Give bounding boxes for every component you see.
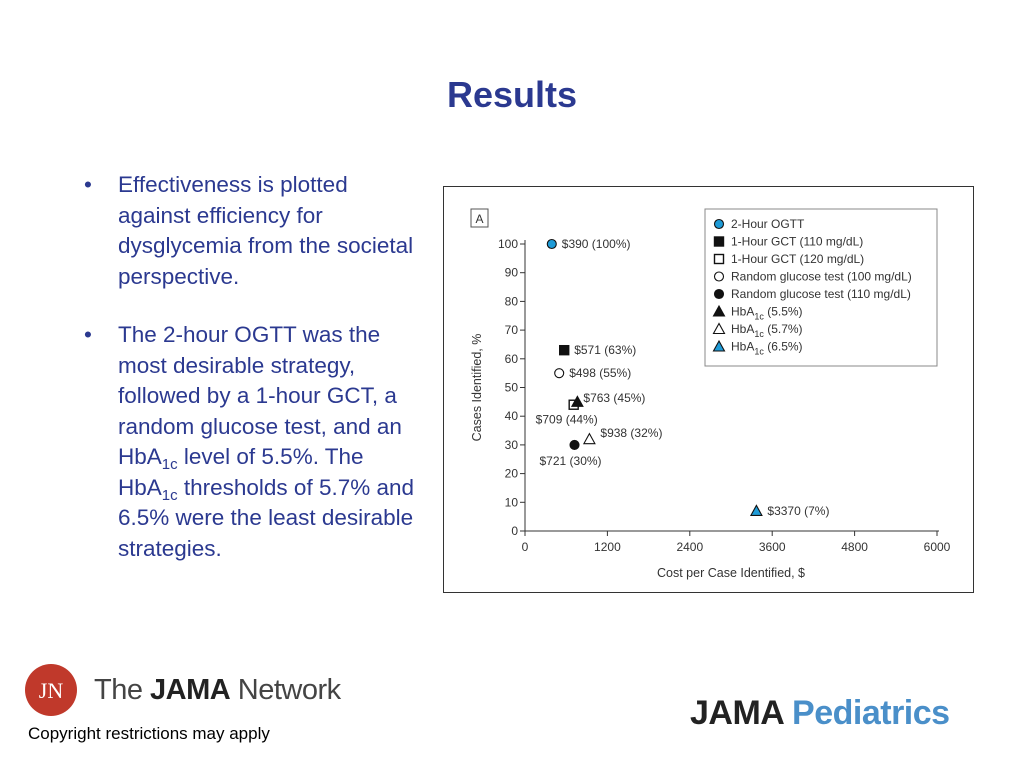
y-tick-label: 100 (497, 237, 518, 251)
network-suffix: Network (230, 674, 341, 706)
bullet-item-1 (80, 170, 425, 292)
legend-entry: Random glucose test (100 mg/dL) (731, 269, 912, 284)
data-label: $498 (55%) (569, 366, 632, 381)
bullet-item-2 (80, 320, 425, 564)
data-point (751, 505, 762, 515)
y-tick-label: 50 (504, 380, 518, 395)
journal-pediatrics: Pediatrics (792, 694, 950, 732)
bullet-2-text-c: thresholds of 5.7% and 6.5% were the least desirable strategies. (118, 474, 415, 561)
y-tick-label: 80 (504, 294, 518, 309)
legend-entry: 1-Hour GCT (110 mg/dL) (731, 234, 864, 249)
data-label: $571 (63%) (574, 343, 637, 358)
bullet-2-text-b: level of 5.5%. The HbA (118, 444, 364, 500)
data-label: $3370 (7%) (767, 503, 830, 518)
y-tick-label: 10 (504, 495, 518, 510)
x-axis-label: Cost per Case Identified, $ (657, 566, 805, 580)
data-label: $938 (32%) (600, 426, 663, 441)
panel-label: A (475, 212, 484, 226)
y-tick-label: 20 (504, 466, 518, 481)
network-prefix: The (94, 674, 151, 706)
x-tick-label: 3600 (758, 540, 786, 554)
data-point (570, 440, 579, 449)
data-point (547, 240, 556, 249)
y-tick-label: 40 (504, 409, 518, 424)
y-tick-label: 0 (511, 524, 518, 538)
y-tick-label: 90 (504, 265, 518, 280)
data-label: $721 (30%) (539, 453, 602, 468)
journal-jama: JAMA (690, 694, 793, 732)
jama-network-logo-icon (25, 664, 83, 716)
data-label: $390 (100%) (561, 237, 631, 251)
legend-marker (715, 255, 724, 264)
data-label: $709 (44%) (535, 412, 598, 427)
x-tick-label: 4800 (841, 540, 868, 554)
legend-entry: HbA$_{1c}$ (5.5%) (731, 304, 803, 322)
svg-text:JN: JN (38, 678, 64, 703)
legend-entry: Random glucose test (110 mg/dL) (731, 287, 911, 301)
scatter-chart (444, 187, 973, 592)
hba1c-subscript: 1c (161, 486, 178, 504)
bullet-2-text-a: The 2-hour OGTT was the most desirable strategy, followed by a 1-hour GCT, a random glucose test, and an HbA (118, 322, 402, 469)
legend-entry: HbA$_{1c}$ (6.5%) (731, 339, 803, 357)
copyright-notice: Copyright restrictions may apply (28, 724, 270, 743)
legend-entry: 2-Hour OGTT (731, 217, 805, 231)
chart-frame (443, 186, 974, 593)
slide-title: Results (446, 74, 578, 115)
legend-marker (715, 220, 724, 229)
legend-marker (715, 290, 724, 299)
network-bold: JAMA (150, 674, 231, 706)
x-tick-label: 1200 (594, 540, 621, 554)
bullet-1-text: Effectiveness is plotted against efficiency for dysglycemia from the societal perspective. (118, 172, 414, 289)
y-tick-label: 70 (504, 323, 518, 338)
data-label: $763 (45%) (583, 390, 646, 405)
hba1c-subscript: 1c (161, 456, 178, 473)
x-tick-label: 2400 (676, 540, 704, 554)
x-tick-label: 6000 (923, 540, 951, 554)
data-point (560, 346, 569, 355)
legend-marker (715, 237, 724, 246)
bullet-list (80, 170, 425, 592)
jama-network-wordmark (94, 674, 341, 707)
legend-entry: 1-Hour GCT (120 mg/dL) (731, 252, 865, 266)
legend-marker (715, 272, 724, 281)
jama-pediatrics-logo (690, 694, 950, 733)
data-point (555, 369, 564, 378)
y-axis-label: Cases Identified, % (470, 333, 484, 442)
y-tick-label: 30 (504, 437, 518, 452)
data-point (584, 434, 595, 444)
x-tick-label: 0 (521, 540, 529, 554)
legend-entry: HbA$_{1c}$ (5.7%) (731, 322, 803, 339)
y-tick-label: 60 (504, 351, 518, 366)
